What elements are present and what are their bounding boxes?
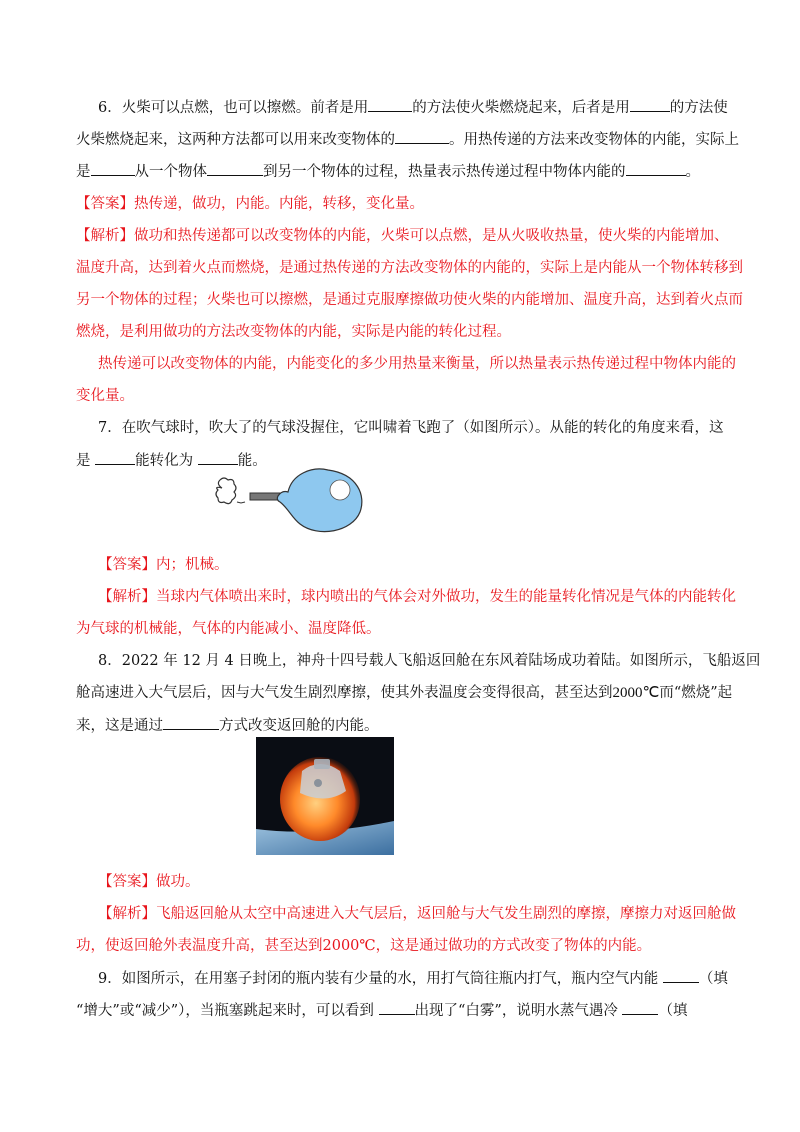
q7-line-2: 是 能转化为 能。	[76, 450, 724, 471]
capsule-window	[314, 779, 322, 787]
q8-line-1: 8．2022 年 12 月 4 日晚上，神舟十四号载人飞船返回舱在东风着陆场成功着陆。如图所示，飞船返回	[98, 653, 761, 669]
capsule-top	[314, 759, 330, 769]
answer-blank	[207, 161, 263, 176]
q9-line-2: “增大”或“减少”），当瓶塞跳起来时，可以看到 出现了“白雾”，说明水蒸气遇冷 （填	[76, 1000, 724, 1021]
q6-answer: 【答案】热传递，做功，内能。内能，转移，变化量。	[76, 196, 424, 212]
answer-blank	[91, 161, 135, 176]
q6-analysis-line: 变化量。	[76, 388, 134, 404]
puff-icon	[216, 478, 236, 504]
answer-blank	[622, 1000, 658, 1015]
q9-line-1: 9．如图所示，在用塞子封闭的瓶内装有少量的水，用打气筒往瓶内打气，瓶内空气内能 （填	[98, 968, 746, 989]
q6-line-3: 是 从一个物体 到另一个物体的过程，热量表示热传递过程中物体内能的 。	[76, 161, 724, 182]
air-stream-icon	[237, 502, 245, 503]
q8-line-2: 舱高速进入大气层后，因与大气发生剧烈摩擦，使其外表温度会变得很高，甚至达到2000℃而“燃烧”起	[76, 685, 733, 701]
q6-analysis-line: 【解析】做功和热传递都可以改变物体的内能，火柴可以点燃，是从火吸收热量，使火柴的内能增加、	[76, 228, 729, 244]
q6-line-2: 火柴燃烧起来，这两种方法都可以用来改变物体的 。用热传递的方法来改变物体的内能，实际上	[76, 129, 724, 150]
q6-analysis-line: 另一个物体的过程；火柴也可以擦燃，是通过克服摩擦做功使火柴的内能增加、温度升高，达到着火点而	[76, 292, 743, 308]
q6-analysis-line: 热传递可以改变物体的内能，内能变化的多少用热量来衡量，所以热量表示热传递过程中物体内能的	[98, 356, 736, 372]
q8-analysis-line: 功，使返回舱外表温度升高，甚至达到2000℃，这是通过做功的方式改变了物体的内能。	[76, 938, 652, 954]
q6-line-1: 6．火柴可以点燃，也可以擦燃。前者是用 的方法使火柴燃烧起来，后者是用 的方法使	[98, 97, 746, 118]
q7-line-1: 7．在吹气球时，吹大了的气球没握住，它叫啸着飞跑了（如图所示）。从能的转化的角度来看，这	[98, 420, 724, 436]
q7-analysis-line: 【解析】当球内气体喷出来时，球内喷出的气体会对外做功，发生的能量转化情况是气体的内能转化	[98, 589, 736, 605]
q8-line-3: 来，这是通过 方式改变返回舱的内能。	[76, 715, 724, 736]
balloon-body	[277, 469, 362, 532]
answer-blank	[630, 97, 670, 112]
answer-blank	[95, 450, 135, 465]
q6-analysis-line: 燃烧，是利用做功的方法改变物体的内能，实际是内能的转化过程。	[76, 324, 511, 340]
answer-blank	[379, 1000, 415, 1015]
answer-blank	[198, 450, 238, 465]
balloon-figure	[208, 468, 368, 538]
q7-answer: 【答案】内；机械。	[98, 557, 229, 573]
answer-blank	[626, 161, 686, 176]
balloon-nozzle	[250, 493, 280, 500]
reentry-capsule-photo	[256, 737, 394, 855]
answer-blank	[368, 97, 412, 112]
answer-blank	[663, 968, 699, 983]
q8-analysis-line: 【解析】飞船返回舱从太空中高速进入大气层后，返回舱与大气发生剧烈的摩擦，摩擦力对返回舱做	[98, 906, 736, 922]
balloon-highlight	[330, 480, 350, 500]
answer-blank	[163, 715, 219, 730]
q7-analysis-line: 为气球的机械能，气体的内能减小、温度降低。	[76, 621, 381, 637]
q6-analysis-line: 温度升高，达到着火点而燃烧，是通过热传递的方法改变物体的内能的，实际上是内能从一个物体转移到	[76, 260, 743, 276]
answer-blank	[395, 129, 449, 144]
q8-answer: 【答案】做功。	[98, 874, 200, 890]
